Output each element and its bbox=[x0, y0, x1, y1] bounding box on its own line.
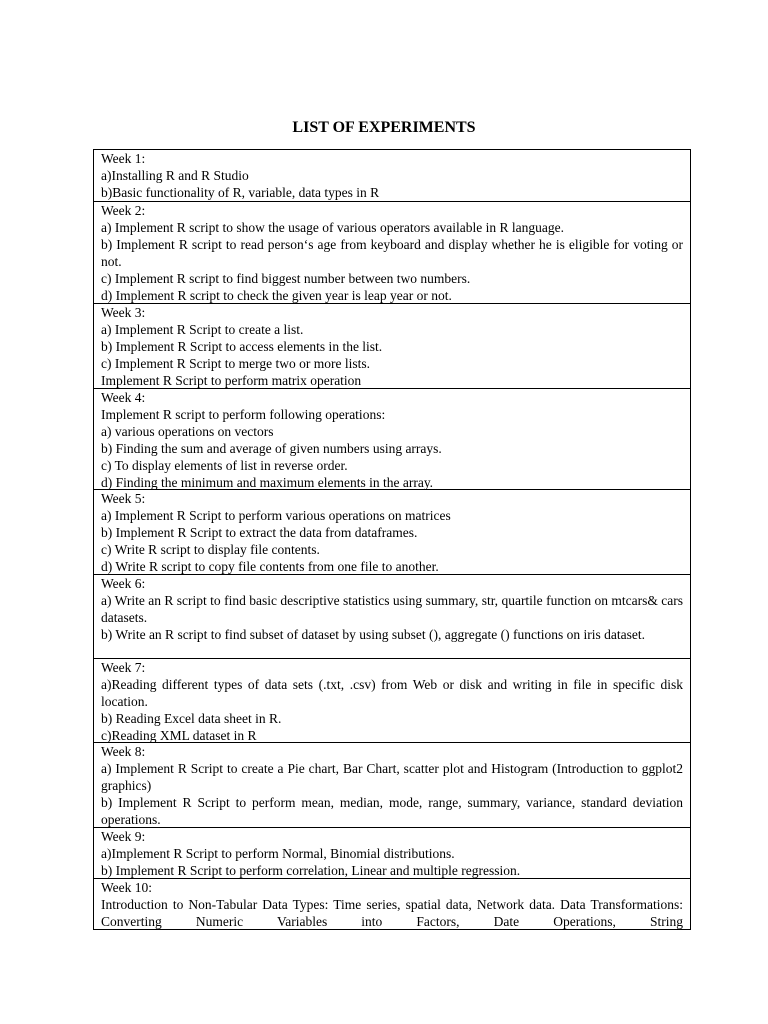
page-title: LIST OF EXPERIMENTS bbox=[292, 119, 476, 136]
week-heading: Week 10: bbox=[101, 880, 153, 895]
experiment-item: b)Basic functionality of R, variable, data types in R bbox=[101, 185, 380, 200]
experiment-item: a)Installing R and R Studio bbox=[101, 168, 249, 183]
week-row-9 bbox=[94, 827, 690, 878]
week-heading: Week 6: bbox=[101, 576, 146, 591]
week-row-10 bbox=[94, 878, 690, 929]
week-row-1 bbox=[94, 150, 690, 201]
week-heading: Week 1: bbox=[101, 151, 146, 166]
week-row-6 bbox=[94, 574, 690, 658]
week-heading: Week 8: bbox=[101, 744, 146, 759]
experiment-item: d) Write R script to copy file contents from one file to another. bbox=[101, 559, 439, 574]
experiment-item: a) Implement R Script to perform various operations on matrices bbox=[101, 508, 451, 523]
experiment-item: a) Implement R Script to create a Pie chart, Bar Chart, scatter plot and Histogram (Introduction to ggplot2 graphics) bbox=[101, 761, 683, 793]
experiment-item: a) Implement R script to show the usage of various operators available in R language. bbox=[101, 220, 564, 235]
experiment-item: c) Implement R Script to merge two or more lists. bbox=[101, 356, 370, 371]
experiment-item: a) various operations on vectors bbox=[101, 424, 274, 439]
experiment-item: c) Write R script to display file contents. bbox=[101, 542, 320, 557]
experiment-item: a) Write an R script to find basic descriptive statistics using summary, str, quartile function on mtcars& cars datasets. bbox=[101, 593, 683, 625]
experiment-item: c) To display elements of list in reverse order. bbox=[101, 458, 348, 473]
experiment-item: b) Implement R Script to perform mean, median, mode, range, summary, variance, standard deviation operations. bbox=[101, 795, 683, 827]
experiment-item: a)Implement R Script to perform Normal, Binomial distributions. bbox=[101, 846, 455, 861]
experiment-item: b) Reading Excel data sheet in R. bbox=[101, 711, 282, 726]
week-heading: Week 4: bbox=[101, 390, 146, 405]
experiment-item: d) Finding the minimum and maximum elements in the array. bbox=[101, 475, 434, 489]
experiment-item: c)Reading XML dataset in R bbox=[101, 728, 257, 742]
experiment-item: Implement R Script to perform matrix operation bbox=[101, 373, 362, 388]
week-heading: Week 5: bbox=[101, 491, 146, 506]
experiment-item: a) Implement R Script to create a list. bbox=[101, 322, 304, 337]
experiments-table bbox=[93, 149, 691, 930]
week-heading: Week 2: bbox=[101, 203, 146, 218]
experiment-item: d) Implement R script to check the given year is leap year or not. bbox=[101, 288, 452, 303]
week-heading: Week 7: bbox=[101, 660, 146, 675]
week-heading: Week 9: bbox=[101, 829, 146, 844]
week-row-5 bbox=[94, 489, 690, 574]
week-row-7 bbox=[94, 658, 690, 742]
week-row-4 bbox=[94, 388, 690, 489]
experiment-item: c) Implement R script to find biggest number between two numbers. bbox=[101, 271, 471, 286]
week-row-3 bbox=[94, 303, 690, 388]
experiment-item: Implement R script to perform following operations: bbox=[101, 407, 386, 422]
experiment-item: b) Implement R Script to extract the data from dataframes. bbox=[101, 525, 418, 540]
experiment-item: a)Reading different types of data sets (.txt, .csv) from Web or disk and writing in file in specific disk location. bbox=[101, 677, 683, 709]
experiment-item: Introduction to Non-Tabular Data Types: Time series, spatial data, Network data. Data Transformations: Converting Numeric Variables into Factors, Date Operations, String bbox=[101, 897, 683, 929]
week-heading: Week 3: bbox=[101, 305, 146, 320]
experiment-item: b) Finding the sum and average of given numbers using arrays. bbox=[101, 441, 442, 456]
week-row-8 bbox=[94, 742, 690, 827]
experiment-item: b) Implement R script to read person‘s age from keyboard and display whether he is eligible for voting or not. bbox=[101, 237, 683, 269]
experiment-item: b) Write an R script to find subset of dataset by using subset (), aggregate () functions on iris dataset. bbox=[101, 627, 645, 642]
experiment-item: b) Implement R Script to perform correlation, Linear and multiple regression. bbox=[101, 863, 521, 878]
week-row-2 bbox=[94, 201, 690, 303]
experiment-item: b) Implement R Script to access elements in the list. bbox=[101, 339, 383, 354]
